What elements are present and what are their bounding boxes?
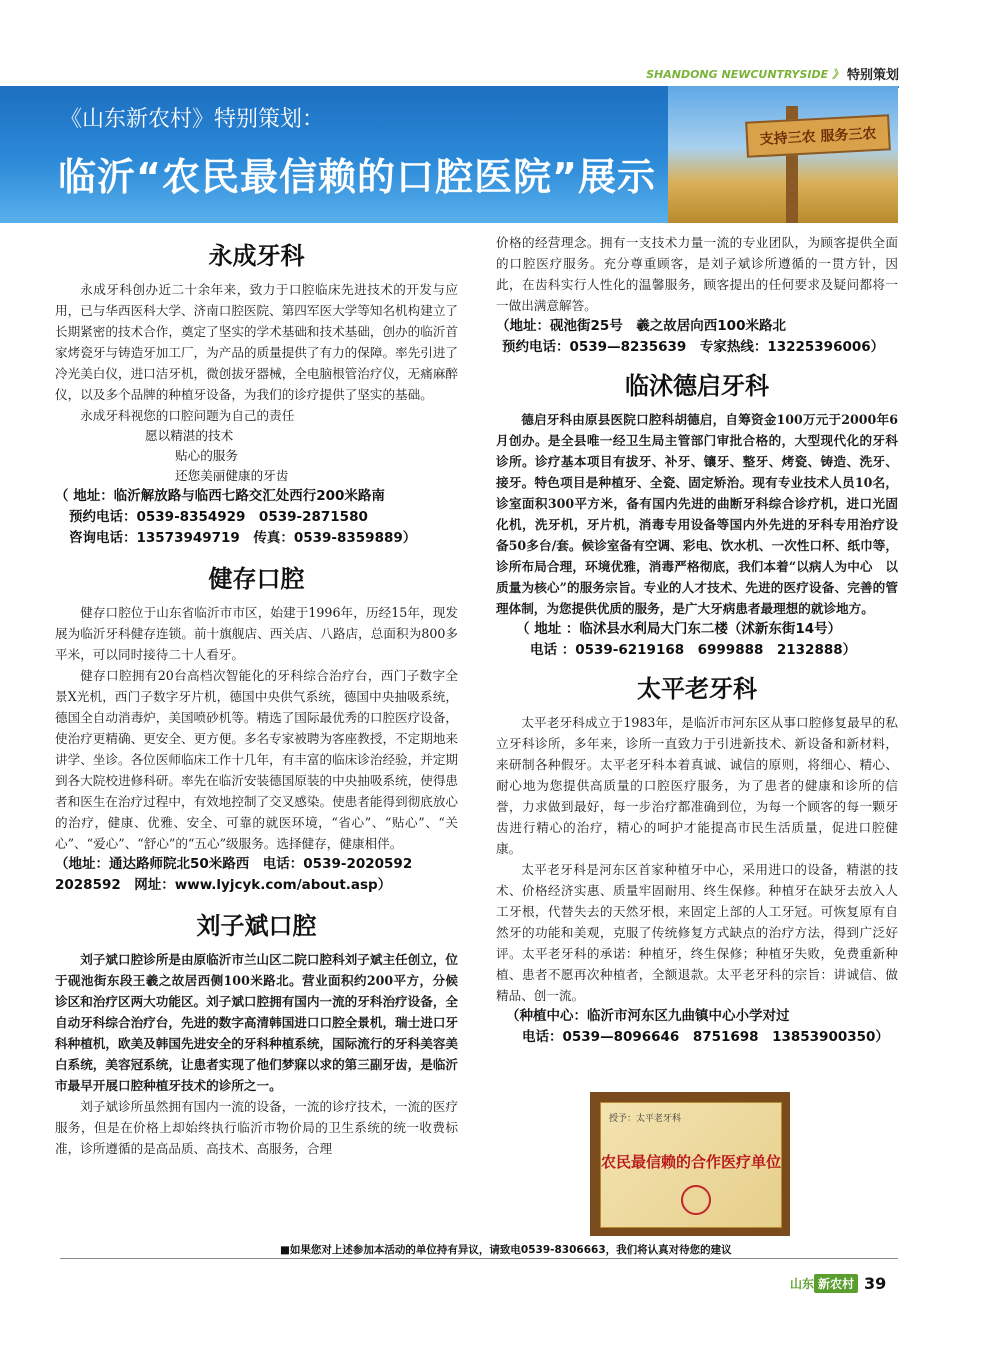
yongcheng-paragraph-1: 永成牙科创办近二十余年来，致力于口腔临床先进技术的开发与应用，已与华西医科大学、济南口腔医院、第四军医大学等知名机构建立了长期紧密的技术合作，奠定了坚实的学术基础和技术基础，创办的临沂首家烤瓷牙与铸造牙加工厂，为产品的质量提供了有力的保障。率先引进了冷光美白仪，进口洁牙机，微创拔牙器械，全电脑根管治疗仪，无痛麻醉仪，以及多个品牌的种植牙设备，为我们的诊疗提供了坚实的基础。 <box>55 282 458 402</box>
header-en-label: SHANDONG NEWCUNTRYSIDE 》 <box>646 67 843 81</box>
deqi-phone: 电话 ：0539-6219168 6999888 2132888） <box>530 642 857 658</box>
footer-note: ■如果您对上述参加本活动的单位持有异议，请致电0539-8306663，我们将认真对待您的建议 <box>280 1244 732 1256</box>
plaque-recipient-text: 授予：太平老牙科 <box>609 1114 682 1124</box>
section-title-yongcheng: 永成牙科 <box>208 242 305 270</box>
title-banner <box>0 86 898 223</box>
left-column <box>55 232 458 1159</box>
taiping-phone: 电话：0539—8096646 8751698 13853900350） <box>522 1029 889 1045</box>
taiping-paragraph-1: 太平老牙科成立于1983年，是临沂市河东区从事口腔修复最早的私立牙科诊所，多年来，诊所一直致力于引进新技术、新设备和新材料，来研制各种假牙。太平老牙科本着真诚、诚信的原则，将细心、精心、耐心地为您提供高质量的口腔医疗服务，为了患者的健康和诊所的信誉，力求做到最好，每一步治疗都准确到位，为每一个顾客的每一颗牙齿进行精心的治疗，精心的呵护才能提高市民生活质量，促进口腔健康。 <box>496 715 898 856</box>
header-section-label: 特别策划 <box>846 68 899 83</box>
liuzibin-paragraph-1: 刘子斌口腔诊所是由原临沂市兰山区二院口腔科刘子斌主任创立，位于砚池街东段王羲之故居西侧100米路北。营业面积约200平方，分候诊区和治疗区两大功能区。刘子斌口腔拥有国内一流的牙科治疗设备，全自动牙科综合治疗台，先进的数字高清韩国进口口腔全景机，瑞士进口牙科种植机，欧美及韩国先进安全的牙科种植系统，国际流行的牙科美容美白系统，美容冠系统，让患者实现了他们梦寐以求的第三副牙齿，是临沂市最早开展口腔种植牙技术的诊所之一。 <box>55 952 458 1093</box>
section-title-liuzibin: 刘子斌口腔 <box>196 912 317 940</box>
seal-icon <box>681 1185 711 1215</box>
yongcheng-poem-line-2: 贴心的服务 <box>175 448 238 463</box>
jiancun-address: （地址：通达路师院北50米路西 电话：0539-2020592 2028592 网址：www.lyjcyk.com/about.asp） <box>55 856 426 893</box>
yongcheng-poem-line-3: 还您美丽健康的牙齿 <box>175 468 289 483</box>
liuzibin-phone: 预约电话：0539—8235639 专家热线：13225396006） <box>502 339 885 355</box>
footer-brand <box>790 1274 886 1293</box>
running-header <box>0 64 994 84</box>
section-title-jiancun: 健存口腔 <box>208 565 305 593</box>
yongcheng-address: （ 地址：临沂解放路与临西七路交汇处西行200米路南 <box>55 488 385 504</box>
brand-badge: 新农村 <box>814 1274 858 1293</box>
liuzibin-address: （地址：砚池街25号 羲之故居向西100米路北 <box>496 318 786 334</box>
liuzibin-paragraph-continued: 价格的经营理念。拥有一支技术力量一流的专业团队，为顾客提供全面的口腔医疗服务。充分尊重顾客，是刘子斌诊所遵循的一贯方针，因此，在齿科实行人性化的温馨服务，顾客提出的任何要求及疑问都将一一做出满意解答。 <box>496 235 898 313</box>
brand-prefix: 山东 <box>790 1277 815 1291</box>
right-column <box>496 232 898 1048</box>
liuzibin-paragraph-2: 刘子斌诊所虽然拥有国内一流的设备，一流的诊疗技术，一流的医疗服务，但是在价格上却始终执行临沂市物价局的卫生系统的统一收费标准，诊所遵循的是高品质、高技术、高服务，合理 <box>55 1099 458 1156</box>
signpost-text: 支持三农 服务三农 <box>759 125 877 149</box>
page-number: 39 <box>864 1274 887 1293</box>
award-plaque-face <box>600 1102 782 1228</box>
plaque-title-text: 农民最信赖的合作医疗单位 <box>601 1153 782 1171</box>
jiancun-paragraph-2: 健存口腔拥有20台高档次智能化的牙科综合治疗台，西门子数字全景X光机，西门子数字牙片机，德国中央供气系统，德国中央抽吸系统，德国全自动消毒炉，美国喷砂机等。精选了国际最优秀的口腔医疗设备，使治疗更精确、更安全、更方便。多名专家被聘为客座教授，不定期地来讲学、坐诊。各位医师临床工作十几年，有丰富的临床诊治经验，并定期到各大院校进修科研。率先在临沂安装德国原装的中央抽吸系统，使得患者和医生在治疗过程中，有效地控制了交叉感染。使患者能得到彻底放心的治疗，健康、优雅、安全、可靠的就医环境，“省心”、“贴心”、“关心”、“爱心”、“舒心”的“五心”级服务。选择健存，健康相伴。 <box>55 668 458 851</box>
yongcheng-consult-phone: 咨询电话：13573949719 传真：0539-8359889） <box>69 530 417 546</box>
footer-rule <box>60 1258 898 1259</box>
taiping-paragraph-2: 太平老牙科是河东区首家种植牙中心，采用进口的设备，精湛的技术、价格经济实惠、质量牢固耐用、终生保修。种植牙在缺牙去放入人工牙根，代替失去的天然牙根，来固定上部的人工牙冠。可恢复原有自然牙的功能和美观，克服了传统修复方式缺点的治疗方法，得到广泛好评。太平老牙科的承诺：种植牙，终生保修；种植牙失败，免费重新种植、患者不愿再次种植者，全额退款。太平老牙科的宗旨：讲诚信、做精品、创一流。 <box>496 862 898 1003</box>
banner-title: 临沂“农民最信赖的口腔医院”展示 <box>58 155 656 199</box>
signpost-board <box>745 114 891 157</box>
section-title-deqi: 临沭德启牙科 <box>625 372 769 400</box>
banner-subtitle: 《山东新农村》特别策划： <box>60 107 325 132</box>
section-title-taiping: 太平老牙科 <box>637 675 757 703</box>
award-plaque-photo <box>590 1092 790 1236</box>
yongcheng-paragraph-2: 永成牙科视您的口腔问题为自己的责任 <box>80 408 295 423</box>
yongcheng-poem-line-1: 愿以精湛的技术 <box>145 428 234 443</box>
jiancun-paragraph-1: 健存口腔位于山东省临沂市市区，始建于1996年，历经15年，现发展为临沂牙科健存连锁。前十旗舰店、西关店、八路店，总面积为800多平米，可以同时接待二十人看牙。 <box>55 605 458 662</box>
deqi-paragraph: 德启牙科由原县医院口腔科胡德启，自筹资金100万元于2000年6月创办。是全县唯一经卫生局主管部门审批合格的，大型现代化的牙科诊所。诊疗基本项目有拔牙、补牙、镶牙、整牙、烤瓷、铸造、洗牙、接牙。特色项目是种植牙、全瓷、固定矫治。现有专业技术人员10名，诊室面积300平方米，备有国内先进的曲断牙科综合诊疗机，进口光固化机，洗牙机，牙片机，消毒专用设备等国内外先进的牙科专用治疗设备50多台/套。候诊室备有空调、彩电、饮水机、一次性口杯、纸巾等，诊所布局合理，环境优雅，消毒严格彻底，我们本着“以病人为中心 以质量为核心”的服务宗旨。专业的人才技术、先进的医疗设备、完善的管理体制，为您提供优质的服务，是广大牙病患者最理想的就诊地方。 <box>496 412 898 616</box>
deqi-address: （ 地址 ：临沭县水利局大门东二楼（沭新东街14号） <box>516 621 842 637</box>
yongcheng-booking-phone: 预约电话：0539-8354929 0539-2871580 <box>69 509 368 525</box>
taiping-address: （种植中心：临沂市河东区九曲镇中心小学对过 <box>506 1008 790 1024</box>
